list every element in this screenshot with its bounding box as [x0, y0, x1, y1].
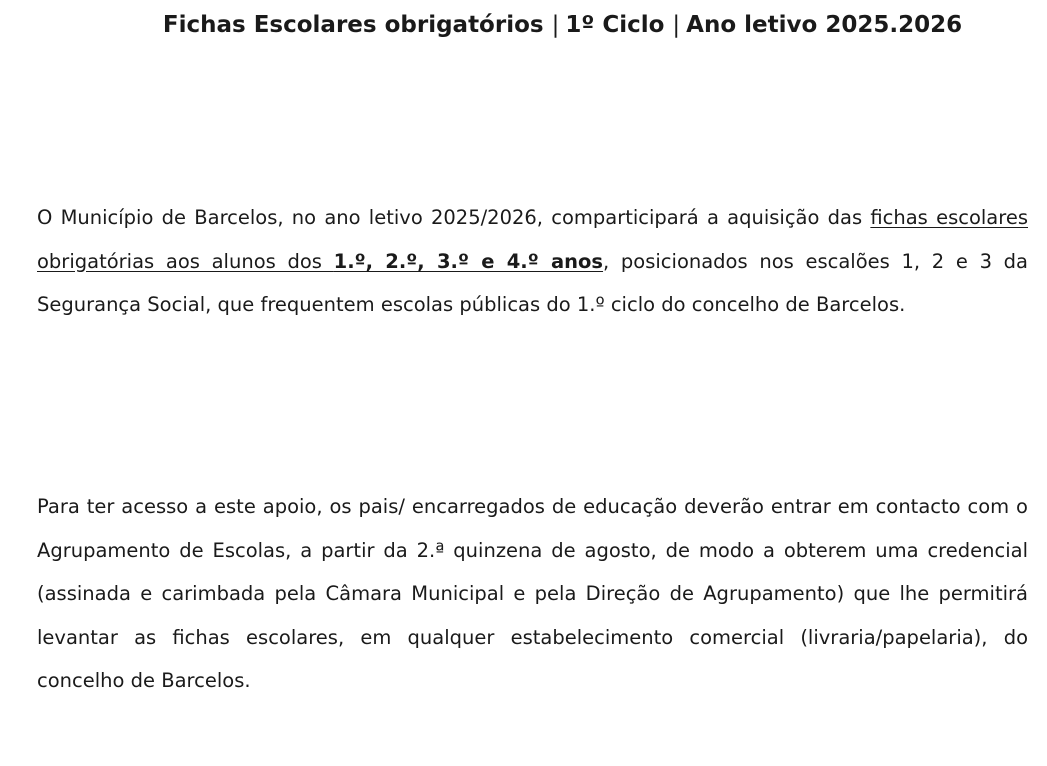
paragraph-program-description [37, 196, 1028, 327]
paragraph-access-instructions: Para ter acesso a este apoio, os pais/ encarregados de educação deverão entrar em contacto com o Agrupamento de Escolas, a partir da 2.ª quinzena de agosto, de modo a obterem uma credencial (assinada e carimbada pela Câmara Municipal e pela Direção de Agrupamento) que lhe permitirá levantar as fichas escolares, em qualquer estabelecimento comercial (livraria/papelaria), do concelho de Barcelos. [37, 495, 1028, 692]
paragraph-intro: O Município de Barcelos, no ano letivo 2025/2026, comparticipará a aquisição das [37, 206, 871, 229]
title-cycle: 1º Ciclo [565, 12, 665, 38]
title-separator: | [551, 12, 560, 38]
paragraph-highlight-years: 1.º, 2.º, 3.º e 4.º anos [333, 249, 604, 273]
paragraph-rest: , posicionados nos escalões 1, 2 e 3 da Segurança Social, que frequentem escolas públicas do 1.º ciclo do concelho de Barcelos. [37, 249, 1029, 316]
paragraph-highlight-text: fichas escolares obrigatórias aos alunos dos [37, 206, 1028, 273]
title-separator: | [672, 12, 681, 38]
title-main: Fichas Escolares obrigatórios [162, 12, 544, 38]
page-title [0, 12, 1047, 38]
title-school-year: Ano letivo 2025.2026 [686, 12, 963, 38]
